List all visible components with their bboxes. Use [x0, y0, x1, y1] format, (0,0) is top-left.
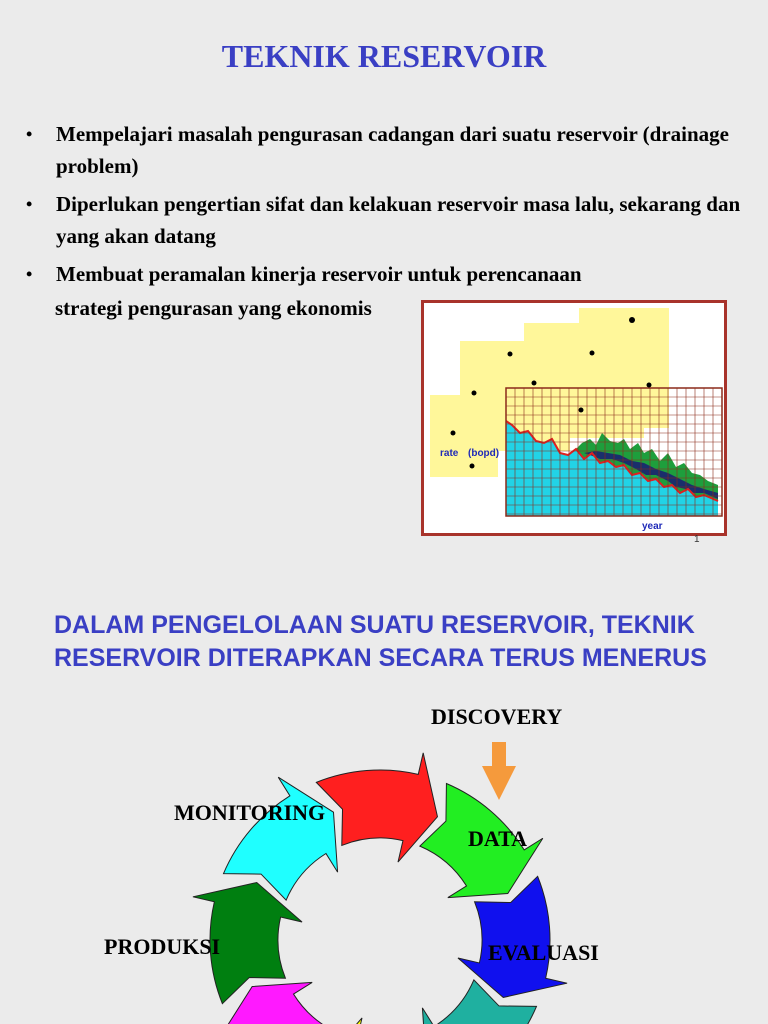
section-heading: DALAM PENGELOLAAN SUATU RESERVOIR, TEKNIK RESERVOIR DITERAPKAN SECARA TERUS MENERUS [54, 611, 707, 672]
page-number: 1 [694, 534, 700, 545]
x-axis-label: year [642, 521, 663, 532]
bullet-dot-icon: • [26, 194, 33, 214]
bullet-text: Diperlukan pengertian sifat dan kelakuan reservoir masa lalu, sekarang dan yang akan datang [56, 192, 741, 248]
stage-data: DATA [468, 826, 528, 851]
stage-discovery: DISCOVERY [431, 704, 563, 729]
bullet-continuation: strategi pengurasan yang ekonomis [55, 296, 372, 320]
bullet-item [24, 188, 754, 252]
rate-label: rate [440, 448, 459, 459]
data-point [532, 381, 537, 386]
data-point [470, 464, 475, 469]
reservoir-cycle-diagram [0, 690, 768, 1024]
data-point [629, 317, 635, 323]
data-point [472, 391, 477, 396]
production-chart [421, 300, 727, 536]
production-chart-svg [424, 303, 724, 533]
stage-monitoring: MONITORING [174, 800, 326, 825]
bullet-text: Mempelajari masalah pengurasan cadangan dari suatu reservoir (drainage problem) [56, 122, 729, 178]
bullet-item [24, 118, 754, 182]
data-point [508, 352, 513, 357]
rate-unit: (bopd) [468, 448, 500, 459]
stage-produksi: PRODUKSI [104, 934, 221, 959]
data-point [647, 383, 652, 388]
bullet-item [24, 258, 754, 290]
bullet-dot-icon: • [26, 264, 33, 284]
cycle-ring [193, 753, 567, 1024]
highlight-block [430, 395, 498, 477]
slide-title: TEKNIK RESERVOIR [221, 38, 547, 74]
discovery-input-arrow-icon [482, 742, 516, 800]
stage-evaluasi: EVALUASI [488, 940, 599, 965]
data-point [590, 351, 595, 356]
cycle-arrow-segment-icon [224, 777, 338, 900]
data-point [579, 408, 584, 413]
bullet-list [24, 118, 754, 296]
bullet-text: Membuat peramalan kinerja reservoir untuk perencanaan [56, 262, 582, 286]
bullet-dot-icon: • [26, 124, 33, 144]
data-point [451, 431, 456, 436]
